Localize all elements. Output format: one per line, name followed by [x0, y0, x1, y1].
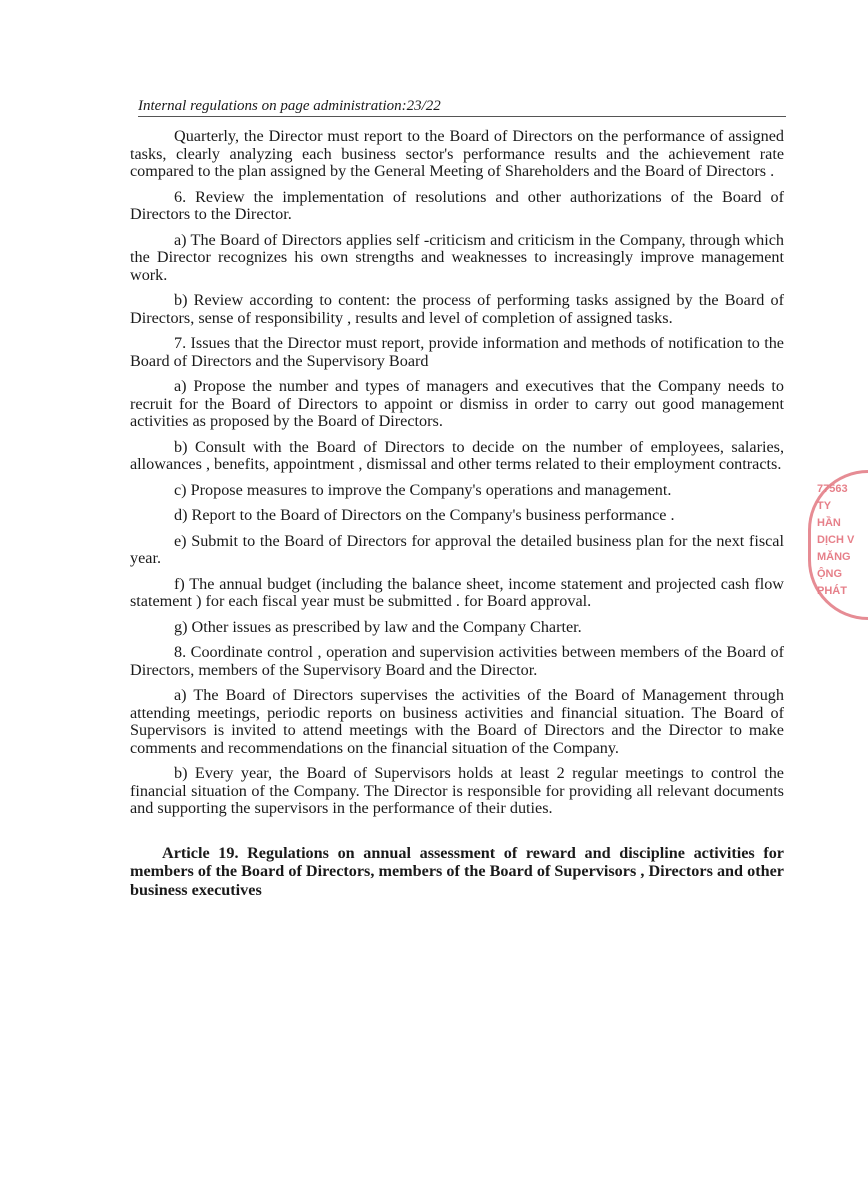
paragraph: c) Propose measures to improve the Company's operations and management.	[174, 480, 672, 499]
article-heading: Article 19. Regulations on annual assessment of reward and discipline activities for members of the Board of Directors, members of the Board of Supervisors , Directors and other business executives	[130, 843, 784, 899]
paragraph: a) The Board of Directors supervises the activities of the Board of Management through attending meetings, periodic reports on business activities and financial situation. The Board of Supervisors is invited to attend meetings with the Board of Directors and the Director to make comments and recommendations on the financial situation of the Company.	[130, 686, 784, 757]
stamp-line: HẦN	[817, 517, 841, 529]
stamp-line: PHÁT	[817, 585, 847, 597]
paragraph: a) Propose the number and types of managers and executives that the Company needs to recruit for the Board of Directors to appoint or dismiss in order to carry out good management activities as proposed by the Board of Directors.	[130, 377, 784, 430]
document-body	[130, 128, 784, 907]
stamp-line: TY	[817, 500, 832, 512]
company-seal-stamp	[808, 470, 868, 620]
paragraph: 8. Coordinate control , operation and supervision activities between members of the Board of Directors, members of the Supervisory Board and the Director.	[130, 643, 784, 679]
paragraph: 7. Issues that the Director must report, provide information and methods of notification to the Board of Directors and the Supervisory Board	[130, 334, 784, 370]
stamp-line: ỘNG	[817, 568, 843, 580]
paragraph: b) Every year, the Board of Supervisors holds at least 2 regular meetings to control the financial situation of the Company. The Director is responsible for providing all relevant documents and supporting the supervisors in the performance of their duties.	[130, 764, 784, 817]
stamp-line: 77563	[817, 483, 848, 495]
paragraph: b) Consult with the Board of Directors to decide on the number of employees, salaries, allowances , benefits, appointment , dismissal and other terms related to their employment contracts.	[130, 437, 784, 473]
paragraph: b) Review according to content: the process of performing tasks assigned by the Board of Directors, sense of responsibility , results and level of completion of assigned tasks.	[130, 291, 784, 327]
stamp-line: DỊCH V	[817, 534, 855, 546]
paragraph: g) Other issues as prescribed by law and the Company Charter.	[174, 617, 582, 636]
page-header: Internal regulations on page administration:23/22	[138, 98, 786, 117]
stamp-line: MĂNG	[817, 551, 851, 563]
paragraph: d) Report to the Board of Directors on the Company's business performance .	[174, 506, 675, 524]
paragraph: a) The Board of Directors applies self -criticism and criticism in the Company, through which the Director recognizes his own strengths and weaknesses to increasingly improve management work.	[130, 230, 784, 284]
paragraph: 6. Review the implementation of resolutions and other authorizations of the Board of Directors to the Director.	[130, 187, 784, 223]
paragraph: e) Submit to the Board of Directors for approval the detailed business plan for the next fiscal year.	[130, 531, 784, 567]
paragraph: Quarterly, the Director must report to the Board of Directors on the performance of assigned tasks, clearly analyzing each business sector's performance results and the achievement rate compared to the plan assigned by the General Meeting of Shareholders and the Board of Directors .	[130, 127, 784, 180]
paragraph: f) The annual budget (including the balance sheet, income statement and projected cash flow statement ) for each fiscal year must be submitted . for Board approval.	[130, 574, 784, 610]
